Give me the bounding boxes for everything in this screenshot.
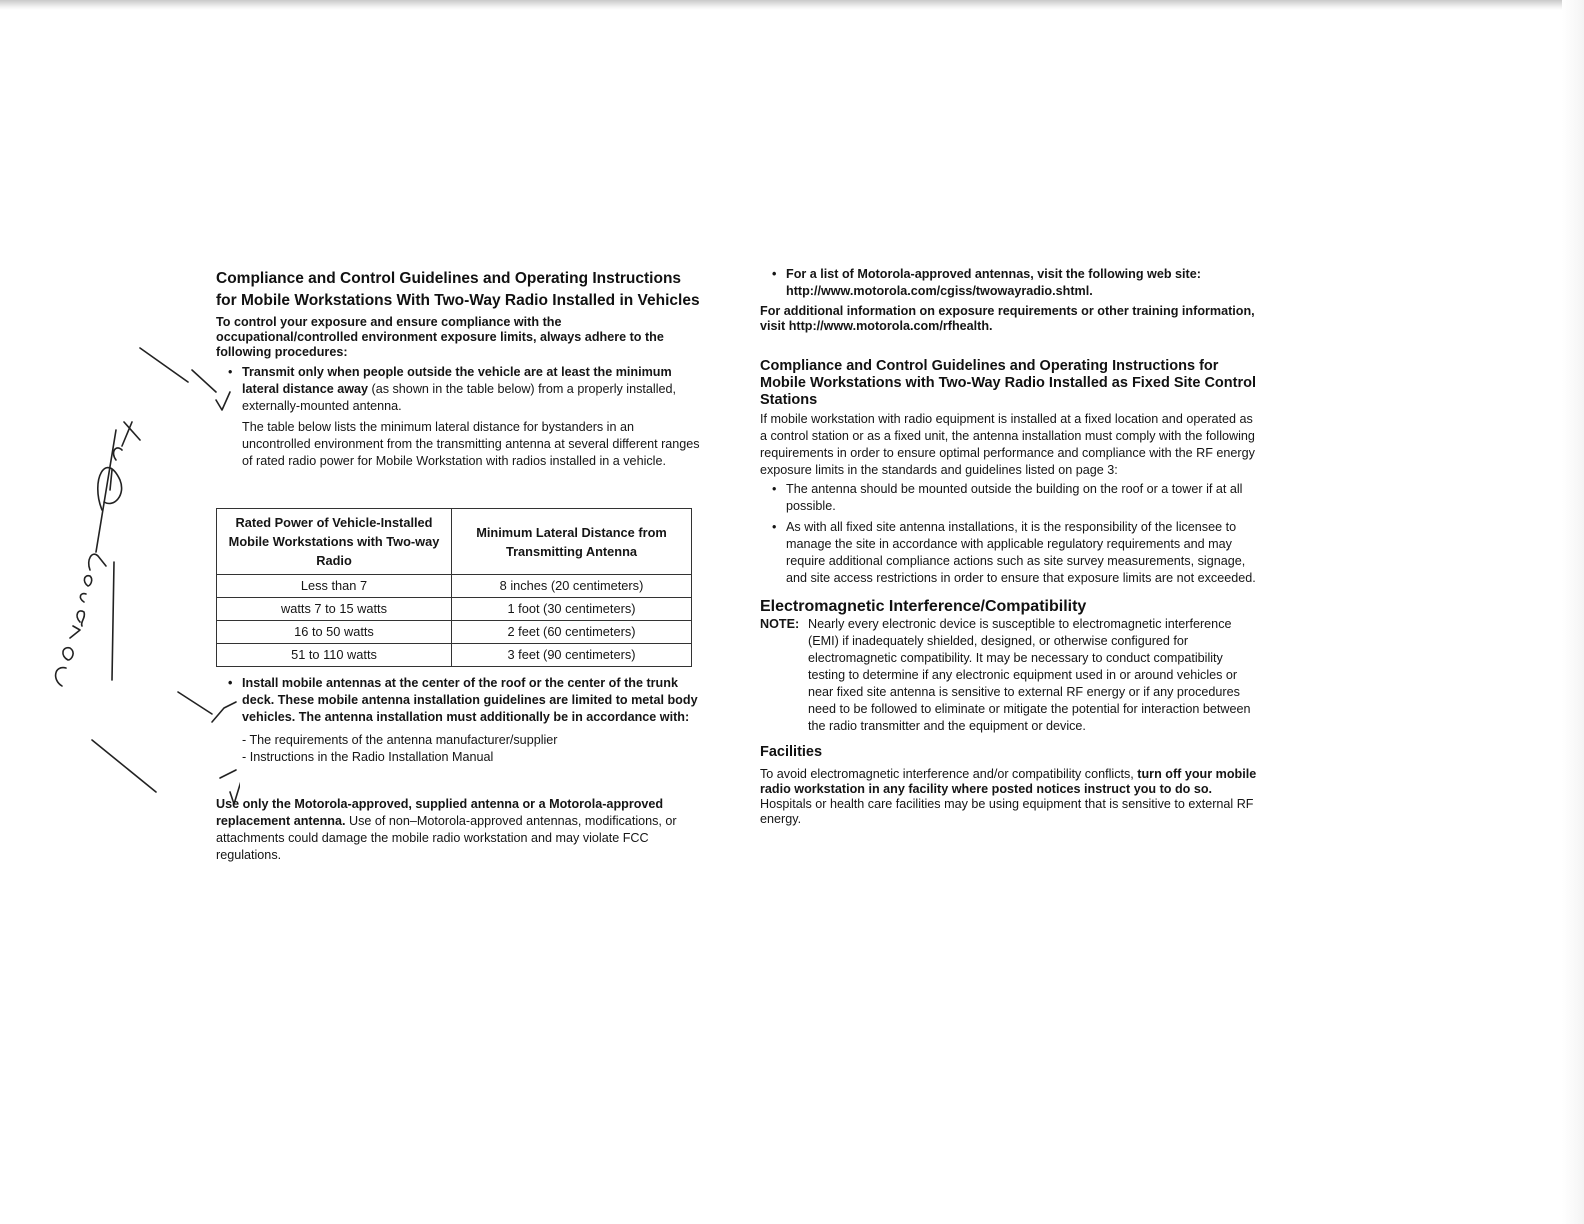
use-only-bold: Use only the Motorola-approved, supplied antenna or a Motorola-approved replacement antenna. — [216, 797, 664, 828]
intro-paragraph: To control your exposure and ensure compliance with the occupational/controlled environment exposure limits, always adhere to the following procedures: — [216, 315, 664, 359]
bullet-transmit-bold: Transmit only when people outside the vehicle are at least the minimum lateral distance away — [242, 365, 672, 396]
table-cell: Less than 7 — [217, 575, 452, 598]
bullet-dot: • — [772, 482, 777, 496]
table-cell: 1 foot (30 centimeters) — [452, 598, 692, 621]
fixed-site-intro: If mobile workstation with radio equipment is installed at a fixed location and operated as a control station or as a fixed unit, the antenna installation must comply with the following requirements in order to ensure optimal performance and compliance with the RF energy exposure limits in the standards and guidelines listed on page 3: — [760, 412, 1255, 477]
heading-facilities: Facilities — [760, 744, 823, 760]
use-only-paragraph — [216, 796, 704, 864]
facilities-text: Hospitals or health care facilities may be using equipment that is sensitive to external RF energy. — [760, 797, 1254, 826]
table-header-row — [217, 509, 692, 575]
table-row — [217, 575, 692, 598]
bullet-dot: • — [228, 365, 233, 379]
fixed-site-bullet — [760, 481, 1260, 515]
table-cell: watts 7 to 15 watts — [217, 598, 452, 621]
table-cell: 51 to 110 watts — [217, 644, 452, 667]
bullet-transmit-text: (as shown in the table below) from a properly installed, externally-mounted antenna. — [242, 382, 677, 413]
requirement-item: - The requirements of the antenna manufacturer/supplier — [242, 733, 558, 747]
table-row — [217, 644, 692, 667]
bullet-install-antennas — [216, 675, 704, 726]
table-row — [217, 598, 692, 621]
table-cell: 3 feet (90 centimeters) — [452, 644, 692, 667]
table-cell: 8 inches (20 centimeters) — [452, 575, 692, 598]
table-intro: The table below lists the minimum lateral distance for bystanders in an uncontrolled environment from the transmitting antenna at several different ranges of rated radio power for Mobile Workstation with radios installed in a vehicle. — [242, 420, 700, 468]
emi-note — [760, 616, 1260, 735]
facilities-text: To avoid electromagnetic interference and/or compatibility conflicts, — [760, 767, 1138, 781]
heading-emi: Electromagnetic Interference/Compatibility — [760, 598, 1087, 615]
additional-info: For additional information on exposure requirements or other training information, visit http://www.motorola.com/rfhealth. — [760, 304, 1255, 333]
fixed-site-bullet-text: The antenna should be mounted outside the building on the roof or a tower if at all possible. — [786, 482, 1243, 513]
bullet-approved-antennas — [760, 266, 1260, 300]
bullet-dot: • — [228, 676, 233, 690]
fixed-site-bullet — [760, 519, 1260, 587]
requirement-item: - Instructions in the Radio Installation Manual — [242, 750, 494, 764]
bullet-dot: • — [772, 267, 777, 281]
scan-right-edge — [1562, 0, 1584, 1224]
facilities-paragraph — [760, 767, 1260, 827]
heading-fixed-site: Compliance and Control Guidelines and Operating Instructions for Mobile Workstations with Two-Way Radio Installed as Fixed Site Control Stations — [760, 358, 1257, 408]
left-column — [216, 268, 704, 864]
distance-table — [216, 508, 692, 667]
table-header: Minimum Lateral Distance from Transmitting Antenna — [452, 509, 692, 575]
right-column — [760, 266, 1260, 827]
table-row — [217, 621, 692, 644]
note-text: Nearly every electronic device is susceptible to electromagnetic interference (EMI) if inadequately shielded, designed, or otherwise configured for electromagnetic compatibility. It may be necessary to conduct compatibility testing to determine if any electronic equipment used in or around vehicles or near fixed site antenna is sensitive to external RF energy or if any procedures need to be followed to eliminate or mitigate the potential for interaction between the radio transmitter and the equipment or device. — [808, 617, 1251, 733]
use-only-text: Use of non–Motorola-approved antennas, modifications, or attachments could damage the mobile radio workstation and may violate FCC regulations. — [216, 814, 677, 862]
bullet-install-text: Install mobile antennas at the center of the roof or the center of the trunk deck. These mobile antenna installation guidelines are limited to metal body vehicles. The antenna installation must additionally be in accordance with: — [242, 676, 698, 724]
table-cell: 2 feet (60 centimeters) — [452, 621, 692, 644]
bullet-transmit — [216, 364, 704, 415]
handwritten-annotation — [40, 330, 240, 830]
table-cell: 16 to 50 watts — [217, 621, 452, 644]
bullet-dot: • — [772, 520, 777, 534]
note-label: NOTE: — [760, 617, 800, 631]
scan-edge — [0, 0, 1584, 10]
approved-antennas-text: For a list of Motorola-approved antennas, visit the following web site: http://www.motorola.com/cgiss/twowayradio.shtml. — [786, 267, 1201, 298]
heading-mobile-vehicles: Compliance and Control Guidelines and Operating Instructions for Mobile Workstations With Two-Way Radio Installed in Vehicles — [216, 270, 700, 309]
fixed-site-bullet-text: As with all fixed site antenna installations, it is the responsibility of the licensee to manage the site in accordance with applicable regulatory requirements and may require additional compliance actions such as site survey measurements, signage, and site access restrictions in order to ensure that exposure limits are not exceeded. — [786, 520, 1256, 585]
table-header: Rated Power of Vehicle-Installed Mobile Workstations with Two-way Radio — [217, 509, 452, 575]
facilities-bold: turn off your mobile radio workstation in any facility where posted notices instruct you to do so. — [760, 767, 1257, 796]
